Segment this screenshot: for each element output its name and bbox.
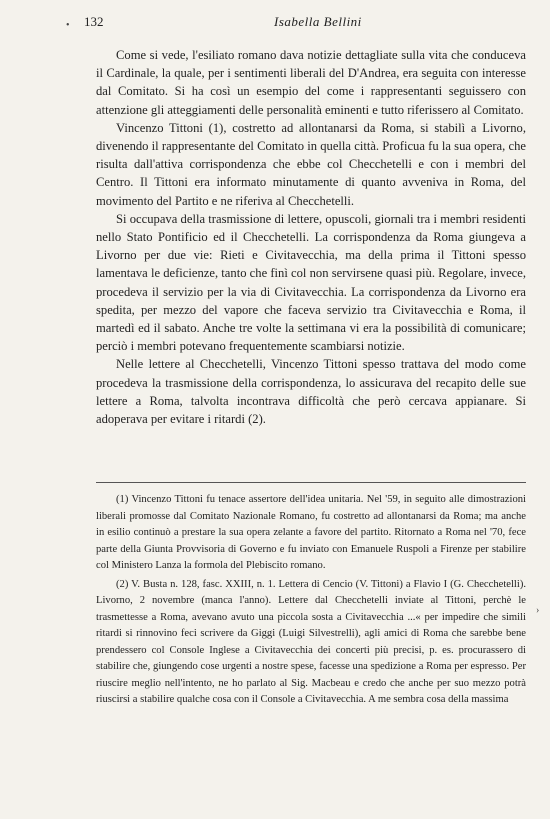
- footnotes: [96, 492, 526, 711]
- paragraph: Vincenzo Tittoni (1), costretto ad allontanarsi da Roma, si stabilì a Livorno, divenendo il rappresentante del Comitato in quella città. Proficua fu la sua opera, che risulta dall'attiva corrispondenza che ebbe col Checchetelli e con i membri del Centro. Il Tittoni era informato minutamente di quanto avveniva in Roma, del movimento del Partito e ne riferiva al Checchetelli.: [96, 120, 526, 208]
- footnote: (1) Vincenzo Tittoni fu tenace assertore dell'idea unitaria. Nel '59, in seguito alle dimostrazioni liberali promosse dal Comitato Nazionale Romano, fu costretto ad allontanarsi da Roma; ma anche in esilio continuò a prestare la sua opera zelante a favore del partito. Ritornato a Roma nel '70, fece parte della Giunta Provvisoria di Governo e fu inviato con Emanuele Ruspoli a Firenze per stabilire col Ministero Lanza la formola del Plebiscito romano.: [96, 494, 526, 571]
- footnote: (2) V. Busta n. 128, fasc. XXIII, n. 1. Lettera di Cencio (V. Tittoni) a Flavio I (G. Checchetelli). Livorno, 2 novembre (manca l'anno). Lettere dal Checchetelli inviate al Tittoni, perchè le trasmettesse a Roma, avevano avuto una piccola sosta a Civitavecchia ...« per impedire che simili ritardi si rinnovino feci scrivere da Giggi (Luigi Silvestrelli), agli amici di Roma che sarebbe bene prendessero col Console Inglese a Civitavecchia dei concerti più precisi, p. es. procurassero di stabilire che, giungendo cose urgenti a nostre spese, facesse una spedizione a Roma per espresso. Per riuscire meglio nell'intento, ne ho parlato al Sig. Macbeau e credo che anche per suo mezzo potrà riuscirsi a stabilire qualche cosa con il Console a Civitavecchia. A me sembra cosa della massima: [96, 578, 526, 705]
- margin-mark: ›: [536, 605, 540, 616]
- main-text: [96, 46, 526, 428]
- paragraph: Si occupava della trasmissione di lettere, opuscoli, giornali tra i membri residenti nello Stato Pontificio ed il Checchetelli. La corrispondenza da Roma giungeva a Livorno per due vie: Rieti e Civitavecchia, ma della prima il Tittoni spesso lamentava le deficienze, tanto che finì col non servirsene quasi più. Regolare, invece, procedeva il servizio per la via di Civitavecchia. La corrispondenza da Livorno era spedita, per mezzo del vapore che faceva servizio tra Civitavecchia e Roma, il martedì ed il sabato. Anche tre volte la settimana vi era la possibilità di comunicare; perciò i membri potevano frequentemente scambiarsi notizie.: [96, 211, 526, 354]
- page-header: [84, 14, 526, 32]
- paragraph: Nelle lettere al Checchetelli, Vincenzo Tittoni spesso trattava del modo come procedeva la trasmissione della corrispondenza, lo assicurava del recapito delle sue lettere a Roma, talvolta incontrava difficoltà che però cercava appianare. Si adoperava per evitare i ritardi (2).: [96, 357, 526, 427]
- page-number: 132: [84, 14, 104, 29]
- margin-mark: •: [66, 20, 70, 31]
- running-title: Isabella Bellini: [274, 14, 362, 29]
- paragraph: Come si vede, l'esiliato romano dava notizie dettagliate sulla vita che conduceva il Cardinale, la quale, per i sentimenti liberali del D'Andrea, era seguita con interesse dal Comitato. Si ha così un esempio del come i rappresentanti seguissero con attenzione gli atteggiamenti delle personalità eminenti e tutto riferissero al Comitato.: [96, 48, 526, 117]
- footnote-divider: [96, 482, 526, 483]
